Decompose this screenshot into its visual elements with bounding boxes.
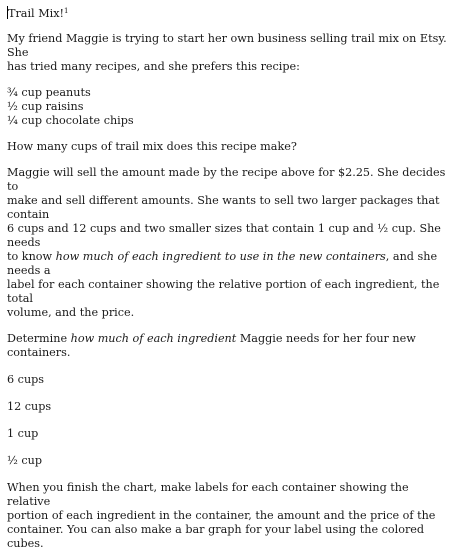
paragraph-2-line-5: label for each container showing the relative portion of each ingredient, the total: [7, 278, 440, 305]
recipe-item-chocolate-chips: ¼ cup chocolate chips: [7, 114, 134, 127]
document-title: Trail Mix!: [8, 7, 65, 20]
recipe-item-raisins: ½ cup raisins: [7, 100, 84, 113]
amount-12-cups: 12 cups: [7, 400, 52, 413]
document-body: [7, 6, 447, 551]
amount-half-cup: ½ cup: [7, 454, 43, 467]
determine-post: Maggie needs for her four new containers.: [7, 332, 416, 359]
amount-1-cup: 1 cup: [7, 427, 39, 440]
closing-line-3: container. You can also make a bar graph for your label using the colored cubes.: [7, 523, 425, 550]
determine-pre: Determine: [7, 332, 71, 345]
paragraph-2-line-4: [7, 250, 447, 278]
title-line: [7, 6, 447, 20]
paragraph-2-line-4-pre: to know: [7, 250, 56, 263]
paragraph-2-line-6: volume, and the price.: [7, 306, 135, 319]
paragraph-2-line-2: make and sell different amounts. She wants to sell two larger packages that contain: [7, 194, 440, 221]
closing-line-2: portion of each ingredient in the container, the amount and the price of the: [7, 509, 436, 522]
amount-6-cups: 6 cups: [7, 373, 45, 386]
determine-line: [7, 332, 447, 360]
footnote-marker: 1: [64, 7, 69, 15]
intro-line-1: My friend Maggie is trying to start her own business selling trail mix on Etsy. She: [7, 32, 447, 59]
paragraph-2-line-4-post: , and she needs a: [7, 250, 438, 277]
paragraph-2-line-3: 6 cups and 12 cups and two smaller sizes that contain 1 cup and ½ cup. She needs: [7, 222, 441, 249]
paragraph-2-line-1: Maggie will sell the amount made by the recipe above for $2.25. She decides to: [7, 166, 446, 193]
question-line: How many cups of trail mix does this recipe make?: [7, 140, 297, 153]
paragraph-2-line-4-emphasis: how much of each ingredient to use in the new containers: [55, 250, 386, 263]
recipe-item-peanuts: ¾ cup peanuts: [7, 86, 91, 99]
intro-line-2: has tried many recipes, and she prefers this recipe:: [7, 60, 300, 73]
determine-emphasis: how much of each ingredient: [70, 332, 237, 345]
closing-line-1: When you finish the chart, make labels for each container showing the relative: [7, 481, 409, 508]
